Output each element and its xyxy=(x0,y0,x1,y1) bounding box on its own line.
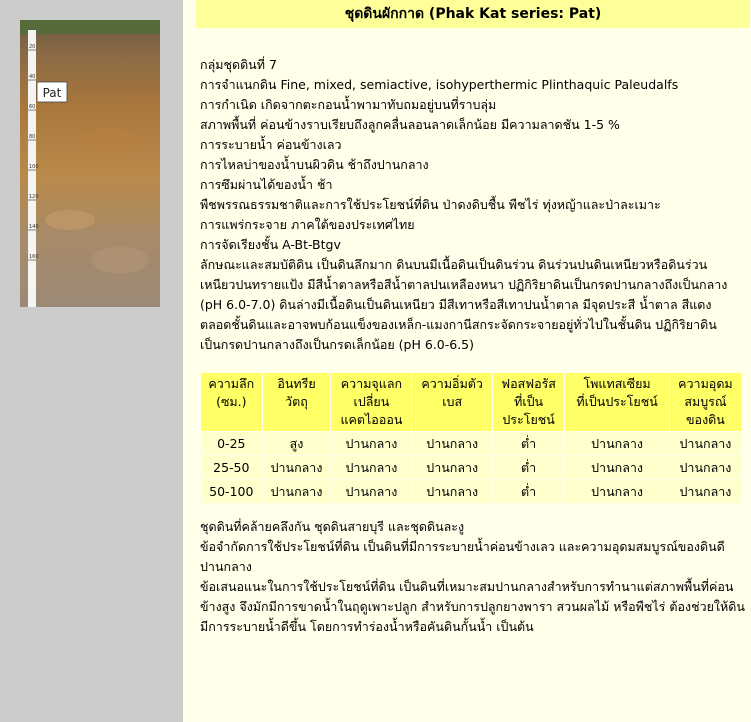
table-cell: ปานกลาง xyxy=(412,480,493,504)
info-line: กลุ่มชุดดินที่ 7 xyxy=(200,57,277,72)
header-organic-matter: อินทรีย วัตถุ xyxy=(262,373,331,432)
info-line: การซึมผ่านได้ของน้ำ ช้า xyxy=(200,177,333,192)
similar-series: ชุดดินที่คล้ายคลึงกัน ชุดดินสายบุรี และชุดดินละงู xyxy=(200,519,465,534)
info-line: การไหลบ่าของน้ำบนผิวดิน ช้าถึงปานกลาง xyxy=(200,157,429,172)
table-row xyxy=(201,432,742,456)
table-cell: ต่ำ xyxy=(492,456,564,480)
characteristics-line: (pH 6.0-7.0) ดินล่างมีเนื้อดินเป็นดินเหนียว มีสีเทาหรือสีเทาปนน้ำตาล มีจุดประสี น้ำตาล สีแดง xyxy=(200,297,712,312)
scale-label: 80 xyxy=(29,134,36,140)
info-line: การจำแนกดิน Fine, mixed, semiactive, isohyperthermic Plinthaquic Paleudalfs xyxy=(200,77,679,92)
scale-label: 40 xyxy=(29,74,36,80)
characteristics-line: ลักษณะและสมบัติดิน เป็นดินลึกมาก ดินบนมีเนื้อดินเป็นดินร่วน ดินร่วนปนดินเหนียวหรือดินร่วน xyxy=(200,257,708,272)
table-cell: ปานกลาง xyxy=(669,456,741,480)
header-depth: ความลึก (ซม.) xyxy=(201,373,263,432)
info-line: การระบายน้ำ ค่อนข้างเลว xyxy=(200,137,342,152)
pat-tag-text: Pat xyxy=(42,86,62,100)
header-fertility: ความอุดม สมบูรณ์ ของดิน xyxy=(669,373,741,432)
table-cell: ต่ำ xyxy=(492,432,564,456)
table-cell: ปานกลาง xyxy=(565,432,670,456)
main-content xyxy=(183,0,751,722)
table-cell: ปานกลาง xyxy=(331,456,412,480)
characteristics-line: ตลอดชั้นดินและอาจพบก้อนแข็งของเหล็ก-แมงกานีสกระจัดกระจายอยู่ทั่วไปในชั้นดิน ปฏิกิริยาดิน xyxy=(200,317,717,332)
soil-info xyxy=(200,55,745,355)
page-title: ชุดดินผักกาด (Phak Kat series: Pat) xyxy=(344,6,602,22)
left-panel xyxy=(0,0,183,722)
soil-fertility-table xyxy=(200,372,742,504)
characteristics-line: เหนียวปนทรายแป้ง มีสีน้ำตาลหรือสีน้ำตาลปนเหลืองหนา ปฏิกิริยาดินเป็นกรดปานกลางถึงเป็นกลาง xyxy=(200,277,728,292)
table-cell: 0-25 xyxy=(201,432,263,456)
table-header-row xyxy=(201,373,742,432)
table-row xyxy=(201,480,742,504)
scale-label: 160 xyxy=(29,254,39,260)
info-line: สภาพพื้นที่ ค่อนข้างราบเรียบถึงลูกคลื่นลอนลาดเล็กน้อย มีความลาดชัน 1-5 % xyxy=(200,117,620,132)
table-cell: ปานกลาง xyxy=(331,480,412,504)
info-line: พืชพรรณธรรมชาติและการใช้ประโยชน์ที่ดิน ป่าดงดิบชื้น พืชไร่ ทุ่งหญ้าและป่าละเมาะ xyxy=(200,197,661,212)
land-use-limitation: ข้อจำกัดการใช้ประโยชน์ที่ดิน เป็นดินที่มีการระบายน้ำค่อนข้างเลว และความอุดมสมบูรณ์ของดินดี ปานกลาง xyxy=(200,539,725,574)
title-bar xyxy=(196,0,750,28)
info-line: การจัดเรียงชั้น A-Bt-Btgv xyxy=(200,237,341,252)
header-potassium: โพแทสเซียม ที่เป็นประโยชน์ xyxy=(565,373,670,432)
table-cell: ปานกลาง xyxy=(565,456,670,480)
header-base-saturation: ความอิ่มตัว เบส xyxy=(412,373,493,432)
table-cell: 50-100 xyxy=(201,480,263,504)
table-cell: 25-50 xyxy=(201,456,263,480)
table-cell: ปานกลาง xyxy=(669,480,741,504)
table-cell: ปานกลาง xyxy=(412,456,493,480)
table-cell: ปานกลาง xyxy=(669,432,741,456)
land-use-suggestion: ข้อเสนอแนะในการใช้ประโยชน์ที่ดิน เป็นดินที่เหมาะสมปานกลางสำหรับการทำนาแต่สภาพพื้นที่ค่อนข้างสูง จึงมักมีการขาดน้ำในฤดูเพาะปลูก สำหรับการปลูกยางพารา สวนผลไม้ หรือพืชไร่ ต้องช่วยให้ดินมีการระบายน้ำดีขึ้น โดยการทำร่องน้ำหรือคันดินกั้นน้ำ เป็นต้น xyxy=(200,579,745,634)
table-cell: ปานกลาง xyxy=(565,480,670,504)
scale-label: 20 xyxy=(29,44,36,50)
table-cell: ต่ำ xyxy=(492,480,564,504)
table-row xyxy=(201,456,742,480)
soil-profile-image xyxy=(20,20,160,307)
table-cell: ปานกลาง xyxy=(262,456,331,480)
table-cell: ปานกลาง xyxy=(331,432,412,456)
header-cec: ความจุแลก เปลี่ยน แคตไอออน xyxy=(331,373,412,432)
info-line: การกำเนิด เกิดจากตะกอนน้ำพามาทับถมอยู่บนที่ราบลุ่ม xyxy=(200,97,497,112)
scale-label: 120 xyxy=(29,194,39,200)
table-cell: ปานกลาง xyxy=(412,432,493,456)
header-phosphorus: ฟอสฟอรัส ที่เป็น ประโยชน์ xyxy=(492,373,564,432)
characteristics-line: เป็นกรดปานกลางถึงเป็นกรดเล็กน้อย (pH 6.0-6.5) xyxy=(200,337,475,352)
table-cell: สูง xyxy=(262,432,331,456)
scale-label: 60 xyxy=(29,104,36,110)
recommendations xyxy=(200,517,745,637)
table-cell: ปานกลาง xyxy=(262,480,331,504)
scale-label: 100 xyxy=(29,164,39,170)
info-line: การแพร่กระจาย ภาคใต้ของประเทศไทย xyxy=(200,217,415,232)
scale-label: 140 xyxy=(29,224,39,230)
soil-profile-photo xyxy=(20,20,160,307)
